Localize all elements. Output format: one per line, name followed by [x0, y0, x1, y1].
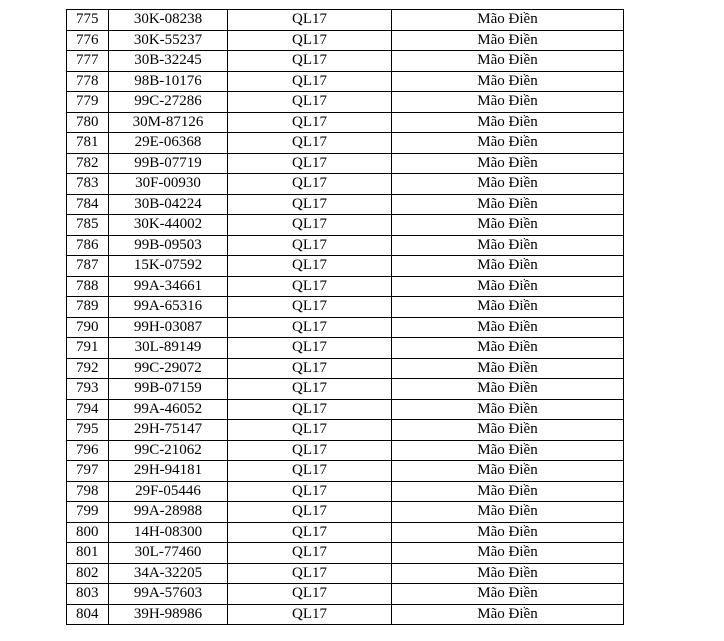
table-row	[67, 481, 624, 502]
cell-plate-number: 99B-09503	[109, 235, 228, 256]
cell-index: 796	[67, 440, 109, 461]
cell-route: QL17	[228, 71, 392, 92]
cell-plate-number: 30M-87126	[109, 112, 228, 133]
cell-location: Mão Điền	[392, 133, 624, 154]
cell-location: Mão Điền	[392, 379, 624, 400]
cell-location: Mão Điền	[392, 440, 624, 461]
cell-location: Mão Điền	[392, 461, 624, 482]
cell-plate-number: 29H-94181	[109, 461, 228, 482]
cell-plate-number: 14H-08300	[109, 522, 228, 543]
cell-index: 788	[67, 276, 109, 297]
cell-route: QL17	[228, 440, 392, 461]
cell-plate-number: 30K-44002	[109, 215, 228, 236]
cell-index: 786	[67, 235, 109, 256]
cell-location: Mão Điền	[392, 297, 624, 318]
cell-index: 783	[67, 174, 109, 195]
table-row	[67, 174, 624, 195]
cell-location: Mão Điền	[392, 317, 624, 338]
cell-index: 794	[67, 399, 109, 420]
table-row	[67, 440, 624, 461]
cell-plate-number: 99A-34661	[109, 276, 228, 297]
cell-index: 789	[67, 297, 109, 318]
cell-index: 776	[67, 30, 109, 51]
table-row	[67, 358, 624, 379]
cell-location: Mão Điền	[392, 543, 624, 564]
table-row	[67, 297, 624, 318]
cell-plate-number: 98B-10176	[109, 71, 228, 92]
table-row	[67, 461, 624, 482]
cell-location: Mão Điền	[392, 30, 624, 51]
cell-route: QL17	[228, 399, 392, 420]
cell-route: QL17	[228, 235, 392, 256]
cell-location: Mão Điền	[392, 112, 624, 133]
cell-location: Mão Điền	[392, 522, 624, 543]
cell-plate-number: 29F-05446	[109, 481, 228, 502]
cell-route: QL17	[228, 563, 392, 584]
cell-index: 792	[67, 358, 109, 379]
cell-index: 785	[67, 215, 109, 236]
table-row	[67, 30, 624, 51]
cell-plate-number: 99B-07719	[109, 153, 228, 174]
cell-route: QL17	[228, 30, 392, 51]
cell-plate-number: 39H-98986	[109, 604, 228, 625]
table-row	[67, 153, 624, 174]
cell-index: 795	[67, 420, 109, 441]
cell-index: 778	[67, 71, 109, 92]
cell-route: QL17	[228, 256, 392, 277]
cell-plate-number: 15K-07592	[109, 256, 228, 277]
cell-location: Mão Điền	[392, 215, 624, 236]
cell-route: QL17	[228, 481, 392, 502]
cell-index: 779	[67, 92, 109, 113]
cell-index: 775	[67, 10, 109, 31]
cell-plate-number: 99A-57603	[109, 584, 228, 605]
cell-plate-number: 29E-06368	[109, 133, 228, 154]
cell-plate-number: 30L-89149	[109, 338, 228, 359]
cell-route: QL17	[228, 297, 392, 318]
cell-index: 782	[67, 153, 109, 174]
cell-location: Mão Điền	[392, 399, 624, 420]
cell-location: Mão Điền	[392, 420, 624, 441]
cell-route: QL17	[228, 194, 392, 215]
cell-location: Mão Điền	[392, 10, 624, 31]
table-row	[67, 317, 624, 338]
table-row	[67, 563, 624, 584]
table-row	[67, 379, 624, 400]
cell-route: QL17	[228, 215, 392, 236]
table-row	[67, 51, 624, 72]
table-row	[67, 194, 624, 215]
cell-plate-number: 30K-55237	[109, 30, 228, 51]
table-row	[67, 10, 624, 31]
cell-index: 804	[67, 604, 109, 625]
cell-location: Mão Điền	[392, 604, 624, 625]
cell-plate-number: 30L-77460	[109, 543, 228, 564]
table-row	[67, 584, 624, 605]
cell-route: QL17	[228, 153, 392, 174]
cell-route: QL17	[228, 420, 392, 441]
cell-index: 791	[67, 338, 109, 359]
cell-plate-number: 30F-00930	[109, 174, 228, 195]
cell-location: Mão Điền	[392, 481, 624, 502]
cell-route: QL17	[228, 543, 392, 564]
cell-index: 798	[67, 481, 109, 502]
cell-index: 793	[67, 379, 109, 400]
table-row	[67, 112, 624, 133]
cell-index: 803	[67, 584, 109, 605]
cell-route: QL17	[228, 174, 392, 195]
cell-location: Mão Điền	[392, 358, 624, 379]
cell-location: Mão Điền	[392, 584, 624, 605]
cell-location: Mão Điền	[392, 338, 624, 359]
cell-location: Mão Điền	[392, 256, 624, 277]
cell-route: QL17	[228, 92, 392, 113]
cell-location: Mão Điền	[392, 92, 624, 113]
cell-route: QL17	[228, 317, 392, 338]
cell-location: Mão Điền	[392, 51, 624, 72]
cell-route: QL17	[228, 133, 392, 154]
table-row	[67, 133, 624, 154]
table-row	[67, 92, 624, 113]
cell-route: QL17	[228, 379, 392, 400]
table-row	[67, 420, 624, 441]
cell-index: 780	[67, 112, 109, 133]
cell-plate-number: 99C-29072	[109, 358, 228, 379]
records-table-body	[67, 10, 624, 625]
table-row	[67, 502, 624, 523]
table-row	[67, 399, 624, 420]
cell-plate-number: 99B-07159	[109, 379, 228, 400]
cell-index: 781	[67, 133, 109, 154]
cell-plate-number: 99A-28988	[109, 502, 228, 523]
cell-plate-number: 99A-65316	[109, 297, 228, 318]
cell-index: 784	[67, 194, 109, 215]
cell-location: Mão Điền	[392, 71, 624, 92]
cell-location: Mão Điền	[392, 502, 624, 523]
cell-index: 790	[67, 317, 109, 338]
cell-index: 802	[67, 563, 109, 584]
cell-route: QL17	[228, 358, 392, 379]
cell-index: 777	[67, 51, 109, 72]
cell-route: QL17	[228, 584, 392, 605]
cell-plate-number: 30B-04224	[109, 194, 228, 215]
cell-plate-number: 30B-32245	[109, 51, 228, 72]
cell-location: Mão Điền	[392, 194, 624, 215]
cell-location: Mão Điền	[392, 563, 624, 584]
cell-index: 787	[67, 256, 109, 277]
cell-index: 801	[67, 543, 109, 564]
cell-plate-number: 99C-21062	[109, 440, 228, 461]
cell-route: QL17	[228, 338, 392, 359]
cell-plate-number: 29H-75147	[109, 420, 228, 441]
records-table	[66, 9, 624, 625]
cell-route: QL17	[228, 522, 392, 543]
cell-index: 797	[67, 461, 109, 482]
table-row	[67, 522, 624, 543]
table-row	[67, 235, 624, 256]
cell-route: QL17	[228, 10, 392, 31]
cell-plate-number: 99A-46052	[109, 399, 228, 420]
table-row	[67, 338, 624, 359]
cell-location: Mão Điền	[392, 235, 624, 256]
cell-plate-number: 99H-03087	[109, 317, 228, 338]
cell-plate-number: 34A-32205	[109, 563, 228, 584]
cell-index: 800	[67, 522, 109, 543]
cell-route: QL17	[228, 51, 392, 72]
table-row	[67, 215, 624, 236]
table-row	[67, 256, 624, 277]
table-row	[67, 543, 624, 564]
cell-location: Mão Điền	[392, 153, 624, 174]
table-row	[67, 71, 624, 92]
cell-index: 799	[67, 502, 109, 523]
cell-route: QL17	[228, 112, 392, 133]
cell-route: QL17	[228, 502, 392, 523]
table-row	[67, 276, 624, 297]
table-row	[67, 604, 624, 625]
cell-location: Mão Điền	[392, 174, 624, 195]
cell-location: Mão Điền	[392, 276, 624, 297]
cell-route: QL17	[228, 461, 392, 482]
cell-plate-number: 30K-08238	[109, 10, 228, 31]
cell-plate-number: 99C-27286	[109, 92, 228, 113]
cell-route: QL17	[228, 604, 392, 625]
cell-route: QL17	[228, 276, 392, 297]
